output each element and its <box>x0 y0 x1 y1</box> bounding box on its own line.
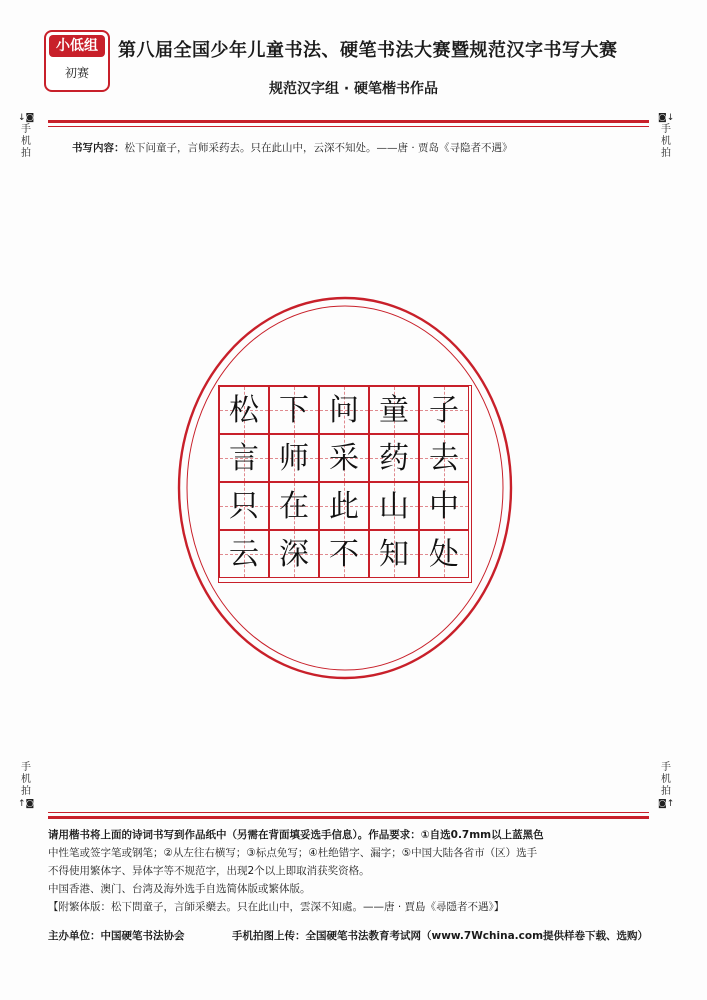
grid-cell <box>419 434 469 482</box>
camera-arrow-icon: ◙↓ <box>658 113 675 123</box>
requirements-line: 不得使用繁体字、异体字等不规范字，出现2个以上即取消获奖资格。 <box>48 865 370 877</box>
grid-cell <box>219 530 269 578</box>
requirements-block <box>48 826 658 916</box>
grid-cell <box>269 386 319 434</box>
grid-character: 问 <box>329 393 359 428</box>
badge-round-label: 初赛 <box>64 66 89 80</box>
page-title: 第八届全国少年儿童书法、硬笔书法大赛暨规范汉字书写大赛 <box>118 40 618 61</box>
requirements-line: 中性笔或签字笔或钢笔；②从左往右横写；③标点免写；④杜绝错字、漏字；⑤中国大陆各省市（区）选手 <box>48 847 538 859</box>
grid-cell <box>319 386 369 434</box>
phone-photo-mark-bottom-left: 手 机 拍 ↑◙ <box>18 762 35 809</box>
bottom-divider-thin <box>48 812 649 813</box>
grid-character: 药 <box>379 441 409 476</box>
grid-character: 只 <box>229 489 259 524</box>
upload-info-text: 手机拍图上传：全国硬笔书法教育考试网（www.7Wchina.com提供样卷下载、选购） <box>232 930 649 942</box>
grid-cell <box>369 482 419 530</box>
top-divider-thick <box>48 120 649 123</box>
bottom-divider-thick <box>48 816 649 819</box>
grid-cell <box>419 530 469 578</box>
grid-character: 深 <box>279 537 309 572</box>
requirements-line: 请用楷书将上面的诗词书写到作品纸中（另需在背面填妥选手信息）。作品要求：①自选0.7mm以上蓝黑色 <box>48 829 544 841</box>
grid-character: 中 <box>429 489 459 524</box>
grid-character: 此 <box>329 489 359 524</box>
grid-character: 下 <box>279 393 309 428</box>
grid-cell <box>269 482 319 530</box>
grid-character: 山 <box>379 489 409 524</box>
grid-character: 松 <box>229 393 259 428</box>
grid-character: 言 <box>229 441 259 476</box>
grid-character: 不 <box>329 537 359 572</box>
phone-photo-mark-top-right: ◙↓ 手 机 拍 <box>658 113 675 159</box>
writing-content-line <box>72 140 513 155</box>
grid-character: 知 <box>379 537 409 572</box>
grid-character: 童 <box>379 393 409 428</box>
grid-cell <box>319 434 369 482</box>
writing-content-text: 松下问童子，言师采药去。只在此山中，云深不知处。——唐 · 贾岛《寻隐者不遇》 <box>124 142 513 154</box>
organizer-text: 主办单位：中国硬笔书法协会 <box>48 930 185 942</box>
requirements-line: 中国香港、澳门、台湾及海外选手自选简体版或繁体版。 <box>48 883 311 895</box>
phone-photo-mark-bottom-right: 手 机 拍 ◙↑ <box>658 762 675 809</box>
camera-arrow-icon: ◙↑ <box>658 799 675 809</box>
grid-character: 在 <box>279 489 309 524</box>
grid-cell <box>219 386 269 434</box>
grid-cell <box>419 386 469 434</box>
grid-character: 去 <box>429 441 459 476</box>
grid-cell <box>269 434 319 482</box>
top-divider-thin <box>48 126 649 127</box>
grid-cell <box>269 530 319 578</box>
traditional-version-line: 【附繁体版：松下問童子，言師采藥去。只在此山中，雲深不知處。——唐 · 賈島《尋隱者不遇》】 <box>48 901 505 913</box>
grid-character: 采 <box>329 441 359 476</box>
grid-cell <box>369 434 419 482</box>
page-subtitle: 规范汉字组 · 硬笔楷书作品 <box>268 81 439 97</box>
arrow-camera-icon: ↑◙ <box>18 799 35 809</box>
grid-cell <box>369 530 419 578</box>
phone-photo-mark-top-left: ↓◙ 手 机 拍 <box>18 113 35 159</box>
grid-cell <box>219 434 269 482</box>
grid-cell <box>419 482 469 530</box>
writing-content-label: 书写内容： <box>72 142 125 154</box>
grid-character: 处 <box>429 537 459 572</box>
badge-group-label: 小低组 <box>49 35 105 57</box>
writing-grid <box>218 385 472 583</box>
grid-character: 子 <box>429 393 459 428</box>
grid-cell <box>319 482 369 530</box>
grid-character: 师 <box>279 441 309 476</box>
grid-cell <box>369 386 419 434</box>
grid-cell <box>219 482 269 530</box>
arrow-camera-icon: ↓◙ <box>18 113 35 123</box>
grid-character: 云 <box>229 537 259 572</box>
grid-cell <box>319 530 369 578</box>
